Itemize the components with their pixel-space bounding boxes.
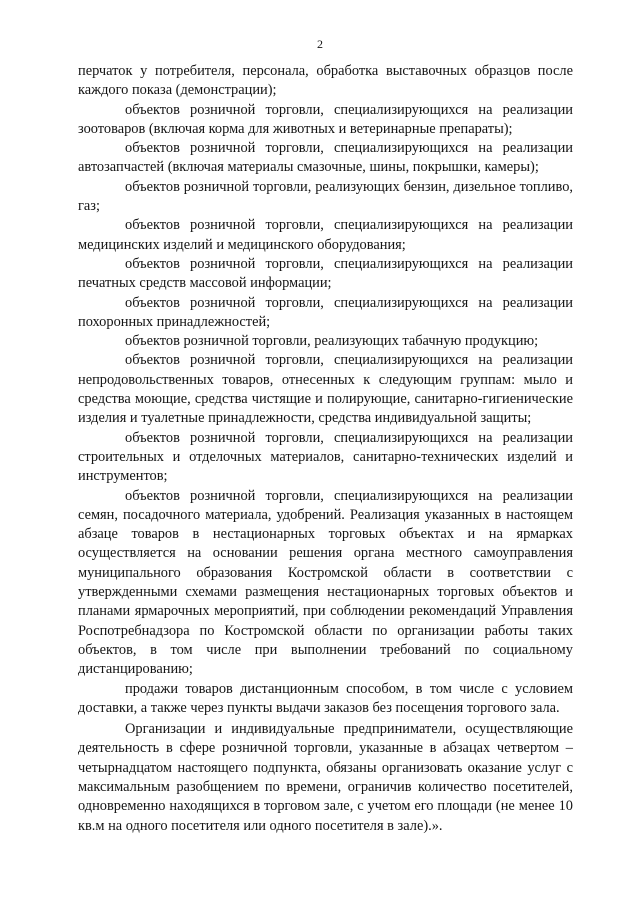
paragraph-zoo-goods: объектов розничной торговли, специализирующихся на реализации зоотоваров (включая корма для животных и ветеринарные препараты); — [78, 101, 573, 137]
paragraph-remote-sales: продажи товаров дистанционным способом, в том числе с условием доставки, а также через пункты выдачи заказов без посещения торгового зала. — [78, 680, 573, 716]
page-number: 2 — [317, 37, 323, 51]
paragraph-fuel: объектов розничной торговли, реализующих бензин, дизельное топливо, газ; — [78, 178, 573, 215]
paragraph-non-food: объектов розничной торговли, специализирующихся на реализации непродовольственных товаров, отнесенных к следующим группам: мыло и средства моющие, средства чистящие и полирующие, санитарно-гигиенические изделия и туалетные принадлежности, средства индивидуальной защиты; — [78, 352, 573, 427]
paragraph-funeral: объектов розничной торговли, специализирующихся на реализации похоронных принадлежностей; — [78, 294, 573, 330]
paragraph-construction: объектов розничной торговли, специализирующихся на реализации строительных и отделочных материалов, санитарно-технических изделий и инструментов; — [78, 429, 573, 485]
paragraph-seeds: объектов розничной торговли, специализирующихся на реализации семян, посадочного материала, удобрений. Реализация указанных в настоящем абзаце товаров в нестационарных торговых объектах и на ярмарках осуществляется на основании решения органа местного самоуправления муниципального образования Костромской области в соответствии с утвержденными схемами размещения нестационарных торговых объектов и планами ярмарочных мероприятий, при соблюдении рекомендаций Управления Роспотребнадзора по Костромской области по организации работы таких объектов, в том числе при выполнении требований по социальному дистанцированию; — [78, 487, 573, 678]
document-body — [78, 62, 573, 836]
paragraph-continuation: перчаток у потребителя, персонала, обработка выставочных образцов после каждого показа (демонстрации); — [78, 63, 573, 99]
paragraph-auto-parts: объектов розничной торговли, специализирующихся на реализации автозапчастей (включая материалы смазочные, шины, покрышки, камеры); — [78, 140, 573, 176]
paragraph-press: объектов розничной торговли, специализирующихся на реализации печатных средств массовой информации; — [78, 255, 573, 292]
paragraph-organizations: Организации и индивидуальные предприниматели, осуществляющие деятельность в сфере розничной торговли, указанные в абзацах четвертом – четырнадцатом настоящего подпункта, обязаны организовать оказание услуг с максимальным разобщением по времени, ограничив количество посетителей, одновременно находящихся в торговом зале, с учетом его площади (не менее 10 кв.м на одного посетителя или одного посетителя в зале).». — [78, 721, 573, 834]
paragraph-tobacco: объектов розничной торговли, реализующих табачную продукцию; — [125, 333, 539, 350]
paragraph-medical: объектов розничной торговли, специализирующихся на реализации медицинских изделий и медицинского оборудования; — [78, 217, 573, 253]
